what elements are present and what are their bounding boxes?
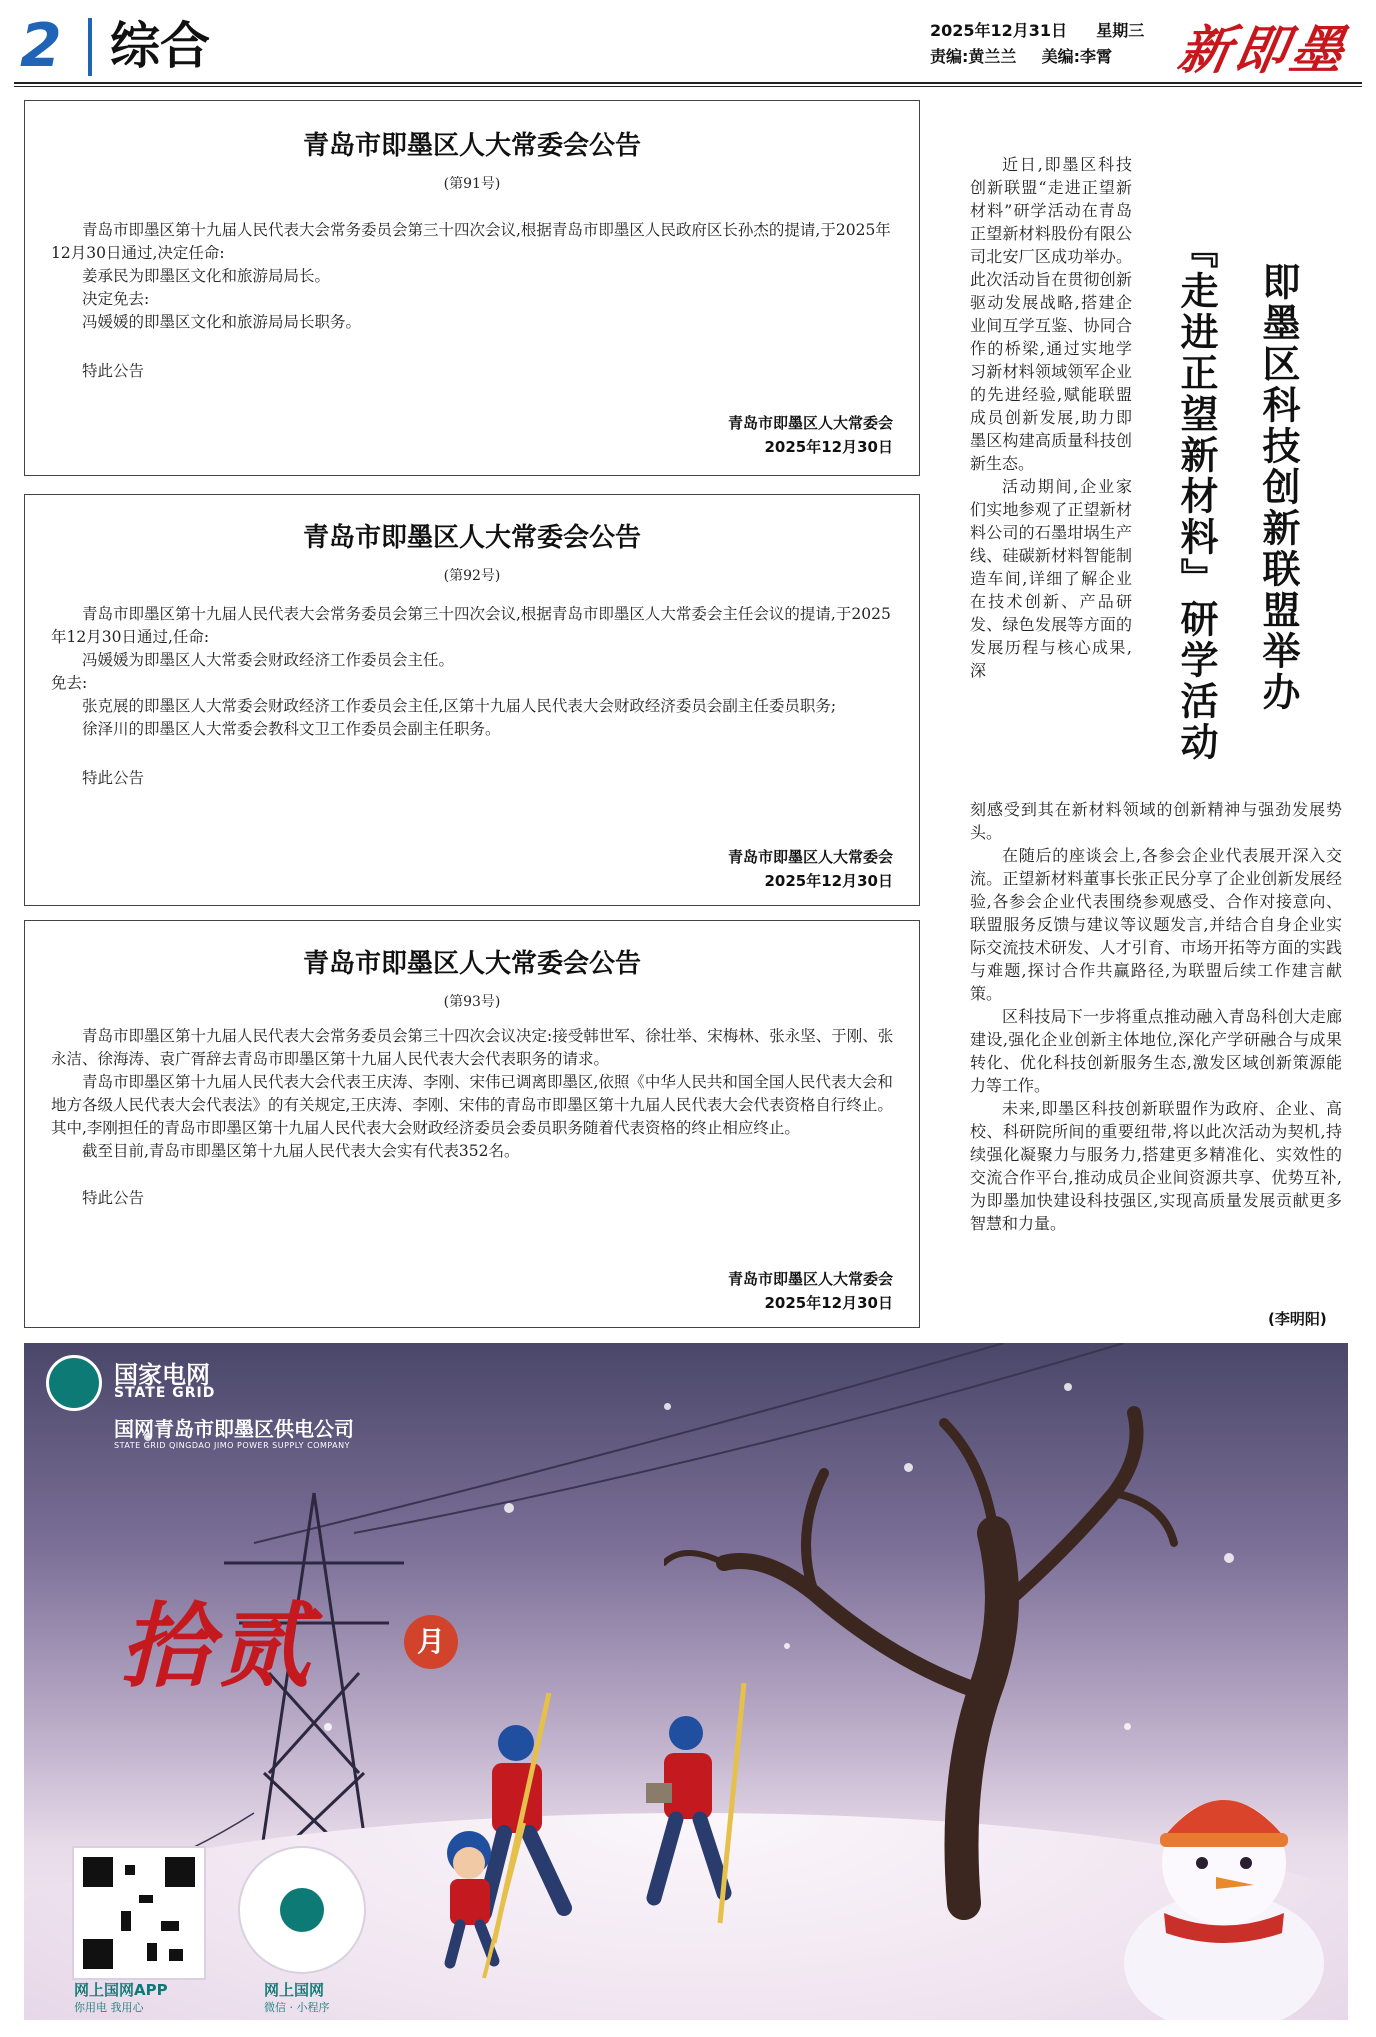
editor-text: 责编:黄兰兰 (930, 47, 1017, 66)
qr-code-app (74, 1848, 204, 1978)
notice-closing: 特此公告 (82, 1189, 145, 1207)
article-paragraph: 未来,即墨区科技创新联盟作为政府、企业、高校、科研院所间的重要纽带,将以此次活动为契机,持续强化凝聚力与服务力,搭建更多精准化、实效性的交流合作平台,推动成员企业间资源共享、优势互补,为即墨加快建设科技强区,实现高质量发展贡献更多智慧和力量。 (970, 1099, 1342, 1233)
notice-closing: 特此公告 (82, 769, 145, 787)
notice-paragraph: 免去: (51, 674, 88, 692)
article-byline: (李明阳) (1268, 1310, 1327, 1328)
notice-body (51, 1025, 895, 1210)
notice-paragraph: 张克展的即墨区人大常委会财政经济工作委员会主任,区第十九届人民代表大会财政经济委员会副主任委员职务; (82, 697, 837, 715)
notice-signature (728, 411, 893, 459)
notice-92 (24, 494, 920, 906)
notice-issuer: 青岛市即墨区人大常委会 (727, 414, 893, 432)
notice-body (51, 219, 895, 383)
notice-body (51, 603, 895, 790)
notice-title: 青岛市即墨区人大常委会公告 (302, 949, 641, 979)
company-name-en: STATE GRID QINGDAO JIMO POWER SUPPLY COMPANY (114, 1441, 351, 1450)
notice-number: (第91号) (443, 176, 501, 192)
notice-91 (24, 100, 920, 476)
page-header (0, 0, 1376, 86)
child-worker-illustration (424, 1813, 544, 1983)
issue-date (930, 20, 1144, 42)
notice-issuer: 青岛市即墨区人大常委会 (727, 1270, 893, 1288)
notice-closing: 特此公告 (82, 362, 145, 380)
miniprogram-logo-icon (280, 1888, 324, 1932)
article-title-line1: 即墨区科技创新联盟举办 (1256, 262, 1300, 713)
notice-issuer: 青岛市即墨区人大常委会 (727, 848, 893, 866)
notice-title: 青岛市即墨区人大常委会公告 (302, 523, 641, 553)
notice-date: 2025年12月30日 (764, 872, 893, 890)
article-column-wide (970, 798, 1342, 1235)
notice-paragraph: 青岛市即墨区第十九届人民代表大会常务委员会第三十四次会议决定:接受韩世军、徐壮举、宋梅林、张永坚、于刚、张永洁、徐海涛、袁广胥辞去青岛市即墨区第十九届人民代表大会代表职务的请求。 (51, 1027, 894, 1068)
header-divider (88, 18, 92, 76)
notice-paragraph: 冯媛媛的即墨区文化和旅游局局长职务。 (82, 313, 362, 331)
qr-miniprogram-label: 网上国网 (264, 1981, 325, 1999)
snowman-illustration (1104, 1763, 1344, 2020)
state-grid-logo-icon (46, 1355, 102, 1411)
notice-signature (728, 845, 893, 893)
page-number: 2 (20, 11, 62, 81)
article-paragraph: 区科技局下一步将重点推动融入青岛科创大走廊建设,强化企业创新主体地位,深化产学研融合与成果转化、优化科技创新服务生态,激发区域创新策源能力等工作。 (970, 1007, 1342, 1095)
qr-app-sublabel: 你用电 我用心 (74, 2001, 144, 2014)
weekday-text: 星期三 (1096, 21, 1145, 40)
article-paragraph: 在随后的座谈会上,各参会企业代表展开深入交流。正望新材料董事长张正民分享了企业创新发展经验,各参会企业代表围绕参观感受、合作对接意向、联盟服务反馈与建议等议题发言,并结合自身企业实际交流技术研发、人才引育、市场开拓等方面的实践与难题,探讨合作共赢路径,为联盟后续工作建言献策。 (970, 846, 1342, 1003)
notice-paragraph: 姜承民为即墨区文化和旅游局局长。 (82, 267, 331, 285)
masthead-logo: 新即墨 (1173, 20, 1353, 81)
brand-name-en: STATE GRID (114, 1385, 216, 1401)
article-title-line2: 『走进正望新材料』研学活动 (1174, 230, 1218, 763)
month-badge: 月 (404, 1615, 458, 1669)
editor-credits (930, 46, 1112, 68)
notice-93 (24, 920, 920, 1328)
designer-text: 美编:李霄 (1041, 47, 1112, 66)
notice-paragraph: 青岛市即墨区第十九届人民代表大会常务委员会第三十四次会议,根据青岛市即墨区人民政府区长孙杰的提请,于2025年12月30日通过,决定任命: (51, 221, 891, 262)
notice-paragraph: 截至目前,青岛市即墨区第十九届人民代表大会实有代表352名。 (82, 1142, 520, 1160)
notice-paragraph: 决定免去: (82, 290, 150, 308)
header-rule-thin (14, 86, 1362, 87)
notice-signature (728, 1267, 893, 1315)
notice-paragraph: 青岛市即墨区第十九届人民代表大会代表王庆涛、李刚、宋伟已调离即墨区,依照《中华人民共和国全国人民代表大会和地方各级人民代表大会代表法》的有关规定,王庆涛、李刚、宋伟的青岛市即墨区第十九届人民代表大会代表资格自行终止。其中,李刚担任的青岛市即墨区第十九届人民代表大会财政经济委员会委员职务随着代表资格的终止相应终止。 (51, 1073, 893, 1137)
section-title: 综合 (110, 17, 210, 75)
header-rule (14, 82, 1362, 84)
qr-code-miniprogram (240, 1848, 364, 1972)
advertisement (24, 1343, 1348, 2020)
notice-date: 2025年12月30日 (764, 438, 893, 456)
notice-paragraph: 徐泽川的即墨区人大常委会教科文卫工作委员会副主任职务。 (82, 720, 501, 738)
qr-app-label: 网上国网APP (74, 1981, 168, 1999)
notice-date: 2025年12月30日 (764, 1294, 893, 1312)
article-column-narrow (970, 153, 1132, 682)
brand-name: 国家电网 (114, 1361, 210, 1389)
notice-paragraph: 冯媛媛为即墨区人大常委会财政经济工作委员会主任。 (82, 651, 455, 669)
company-name: 国网青岛市即墨区供电公司 (114, 1417, 354, 1441)
article-continuation: 刻感受到其在新材料领域的创新精神与强劲发展势头。 (970, 800, 1342, 842)
article-paragraph: 活动期间,企业家们实地参观了正望新材料公司的石墨坩埚生产线、硅碳新材料智能制造车间,详细了解企业在技术创新、产品研发、绿色发展等方面的发展历程与核心成果,深 (970, 477, 1132, 680)
month-title: 拾贰 (120, 1592, 317, 1700)
notice-title: 青岛市即墨区人大常委会公告 (302, 131, 641, 161)
notice-number: (第93号) (443, 994, 501, 1010)
date-text: 2025年12月31日 (930, 21, 1068, 40)
article-paragraph: 近日,即墨区科技创新联盟“走进正望新材料”研学活动在青岛正望新材料股份有限公司北安厂区成功举办。此次活动旨在贯彻创新驱动发展战略,搭建企业间互学互鉴、协同合作的桥梁,通过实地学习新材料领域领军企业的先进经验,赋能联盟成员创新发展,助力即墨区构建高质量科技创新生态。 (970, 155, 1132, 473)
notice-paragraph: 青岛市即墨区第十九届人民代表大会常务委员会第三十四次会议,根据青岛市即墨区人大常委会主任会议的提请,于2025年12月30日通过,任命: (51, 605, 891, 646)
qr-miniprogram-sublabel: 微信 · 小程序 (264, 2001, 330, 2014)
notice-number: (第92号) (443, 568, 501, 584)
